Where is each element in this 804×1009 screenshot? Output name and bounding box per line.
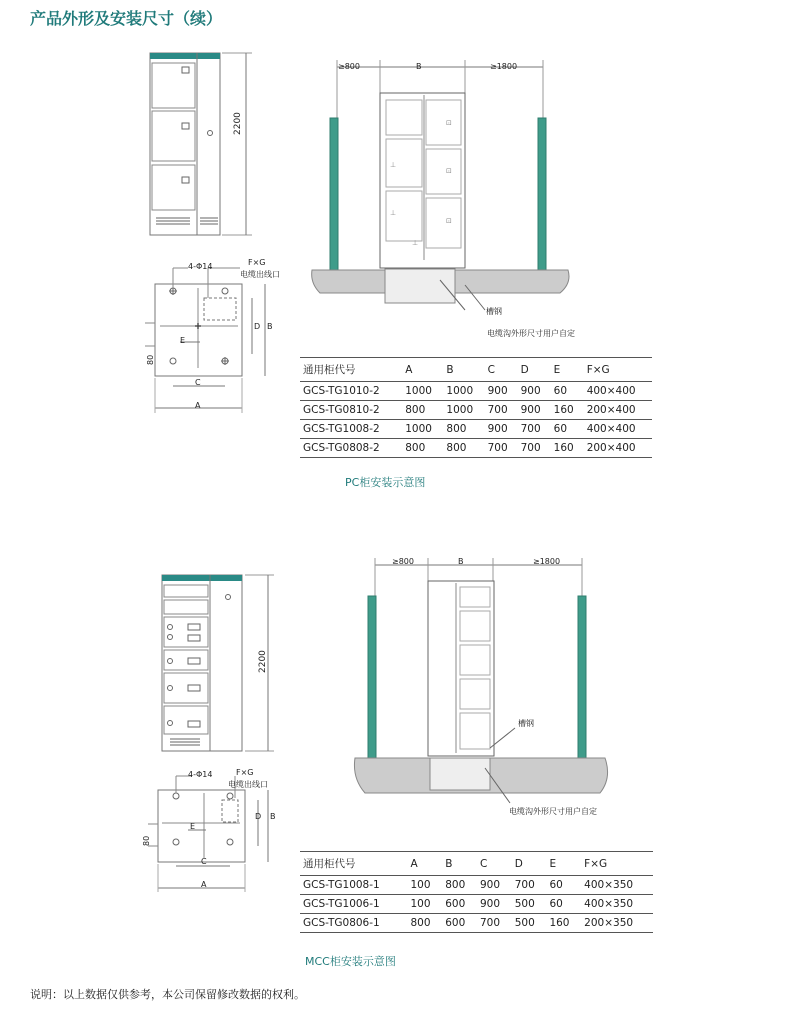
pc-fxg-label: F×G xyxy=(248,258,266,267)
table-cell: 900 xyxy=(477,876,512,895)
mcc-b-label: B xyxy=(270,812,276,821)
table-header: F×G xyxy=(581,852,653,876)
table-cell: 800 xyxy=(402,401,443,420)
pc-installation-view xyxy=(300,55,580,325)
table-row xyxy=(300,420,652,439)
svg-text:⊥: ⊥ xyxy=(390,209,397,217)
table-row xyxy=(300,439,652,458)
mcc-channel-steel-label: 槽钢 xyxy=(518,719,534,728)
table-cell: 900 xyxy=(518,401,551,420)
table-header: A xyxy=(408,852,443,876)
table-row xyxy=(300,876,653,895)
mcc-holes-label: 4-Φ14 xyxy=(188,770,213,779)
table-cell: 100 xyxy=(408,895,443,914)
pc-cable-outlet-label: 电缆出线口 xyxy=(240,270,280,279)
table-cell: GCS-TG1006-1 xyxy=(300,895,408,914)
table-cell: 200×350 xyxy=(581,914,653,933)
mcc-b-top-label: B xyxy=(458,557,464,566)
mcc-caption: MCC柜安装示意图 xyxy=(305,955,396,968)
table-cell: 60 xyxy=(546,895,581,914)
table-header: A xyxy=(402,358,443,382)
table-cell: 200×400 xyxy=(584,439,652,458)
pc-height-label: 2200 xyxy=(233,112,243,135)
table-cell: GCS-TG0806-1 xyxy=(300,914,408,933)
table-cell: 800 xyxy=(442,876,477,895)
table-cell: 700 xyxy=(518,439,551,458)
table-header-row xyxy=(300,358,652,382)
table-row xyxy=(300,401,652,420)
table-row xyxy=(300,382,652,401)
table-cell: 400×400 xyxy=(584,420,652,439)
table-cell: 1000 xyxy=(443,382,484,401)
table-cell: GCS-TG1008-2 xyxy=(300,420,402,439)
table-cell: 1000 xyxy=(402,420,443,439)
pc-front-view xyxy=(140,45,265,245)
table-cell: 60 xyxy=(551,382,584,401)
table-cell: GCS-TG0810-2 xyxy=(300,401,402,420)
pc-b-top-label: B xyxy=(416,62,422,71)
mcc-d-label: D xyxy=(255,812,262,821)
pc-80-label: 80 xyxy=(146,354,155,365)
table-cell: 900 xyxy=(485,420,518,439)
mcc-a-label: A xyxy=(201,880,207,889)
table-cell: 700 xyxy=(477,914,512,933)
mcc-cable-outlet-label: 电缆出线口 xyxy=(228,780,268,789)
table-header: 通用柜代号 xyxy=(300,852,408,876)
mcc-80-label: 80 xyxy=(142,835,151,846)
table-cell: 700 xyxy=(512,876,547,895)
table-header: D xyxy=(518,358,551,382)
table-cell: 400×400 xyxy=(584,382,652,401)
table-header: C xyxy=(485,358,518,382)
mcc-trench-note: 电缆沟外形尺寸用户自定 xyxy=(509,807,597,816)
table-cell: 1000 xyxy=(443,401,484,420)
mcc-height-label: 2200 xyxy=(258,650,268,673)
table-header: E xyxy=(551,358,584,382)
table-cell: GCS-TG1010-2 xyxy=(300,382,402,401)
table-cell: 800 xyxy=(443,420,484,439)
svg-text:⊡: ⊡ xyxy=(446,119,452,127)
svg-text:⊡: ⊡ xyxy=(446,167,452,175)
svg-text:⊥: ⊥ xyxy=(390,161,397,169)
table-cell: 160 xyxy=(551,401,584,420)
pc-plan-view xyxy=(140,258,300,418)
table-cell: 900 xyxy=(485,382,518,401)
table-cell: 900 xyxy=(477,895,512,914)
table-cell: 1000 xyxy=(402,382,443,401)
table-cell: 60 xyxy=(546,876,581,895)
table-cell: 60 xyxy=(551,420,584,439)
table-header: B xyxy=(443,358,484,382)
mcc-ge1800-label: ≥1800 xyxy=(533,557,561,566)
svg-text:⊥: ⊥ xyxy=(412,239,419,247)
table-header: D xyxy=(512,852,547,876)
mcc-plan-view xyxy=(140,768,300,898)
pc-holes-label: 4-Φ14 xyxy=(188,262,213,271)
pc-ge800-label: ≥800 xyxy=(338,62,360,71)
table-cell: 160 xyxy=(551,439,584,458)
pc-spec-table xyxy=(300,357,652,458)
mcc-c-label: C xyxy=(201,857,207,866)
table-cell: 200×400 xyxy=(584,401,652,420)
table-cell: GCS-TG0808-2 xyxy=(300,439,402,458)
table-cell: 800 xyxy=(443,439,484,458)
table-cell: 700 xyxy=(485,439,518,458)
pc-trench-note: 电缆沟外形尺寸用户自定 xyxy=(487,329,575,338)
table-cell: 700 xyxy=(518,420,551,439)
table-cell: 400×350 xyxy=(581,876,653,895)
table-cell: 900 xyxy=(518,382,551,401)
table-row xyxy=(300,914,653,933)
table-cell: 800 xyxy=(402,439,443,458)
mcc-ge800-label: ≥800 xyxy=(392,557,414,566)
pc-ge1800-label: ≥1800 xyxy=(490,62,518,71)
mcc-installation-view xyxy=(350,553,620,823)
table-header: C xyxy=(477,852,512,876)
table-cell: 800 xyxy=(408,914,443,933)
table-cell: 400×350 xyxy=(581,895,653,914)
mcc-front-view xyxy=(150,565,275,760)
table-cell: GCS-TG1008-1 xyxy=(300,876,408,895)
table-header: B xyxy=(442,852,477,876)
table-cell: 500 xyxy=(512,895,547,914)
mcc-fxg-label: F×G xyxy=(236,768,254,777)
svg-text:⊡: ⊡ xyxy=(446,217,452,225)
mcc-e-label: E xyxy=(190,822,196,831)
table-cell: 160 xyxy=(546,914,581,933)
table-cell: 700 xyxy=(485,401,518,420)
mcc-spec-table xyxy=(300,851,653,933)
table-header: E xyxy=(546,852,581,876)
table-cell: 600 xyxy=(442,895,477,914)
table-header: 通用柜代号 xyxy=(300,358,402,382)
table-header: F×G xyxy=(584,358,652,382)
pc-a-label: A xyxy=(195,401,201,410)
table-header-row xyxy=(300,852,653,876)
table-cell: 600 xyxy=(442,914,477,933)
pc-channel-steel-label: 槽钢 xyxy=(486,307,502,316)
pc-e-label: E xyxy=(180,336,186,345)
table-row xyxy=(300,895,653,914)
pc-caption: PC柜安装示意图 xyxy=(345,476,426,489)
pc-c-label: C xyxy=(195,378,201,387)
pc-b-label: B xyxy=(267,322,273,331)
table-cell: 500 xyxy=(512,914,547,933)
disclaimer-note: 说明：以上数据仅供参考，本公司保留修改数据的权利。 xyxy=(30,988,305,1001)
table-cell: 100 xyxy=(408,876,443,895)
page-title: 产品外形及安装尺寸（续） xyxy=(30,9,223,28)
pc-d-label: D xyxy=(254,322,261,331)
